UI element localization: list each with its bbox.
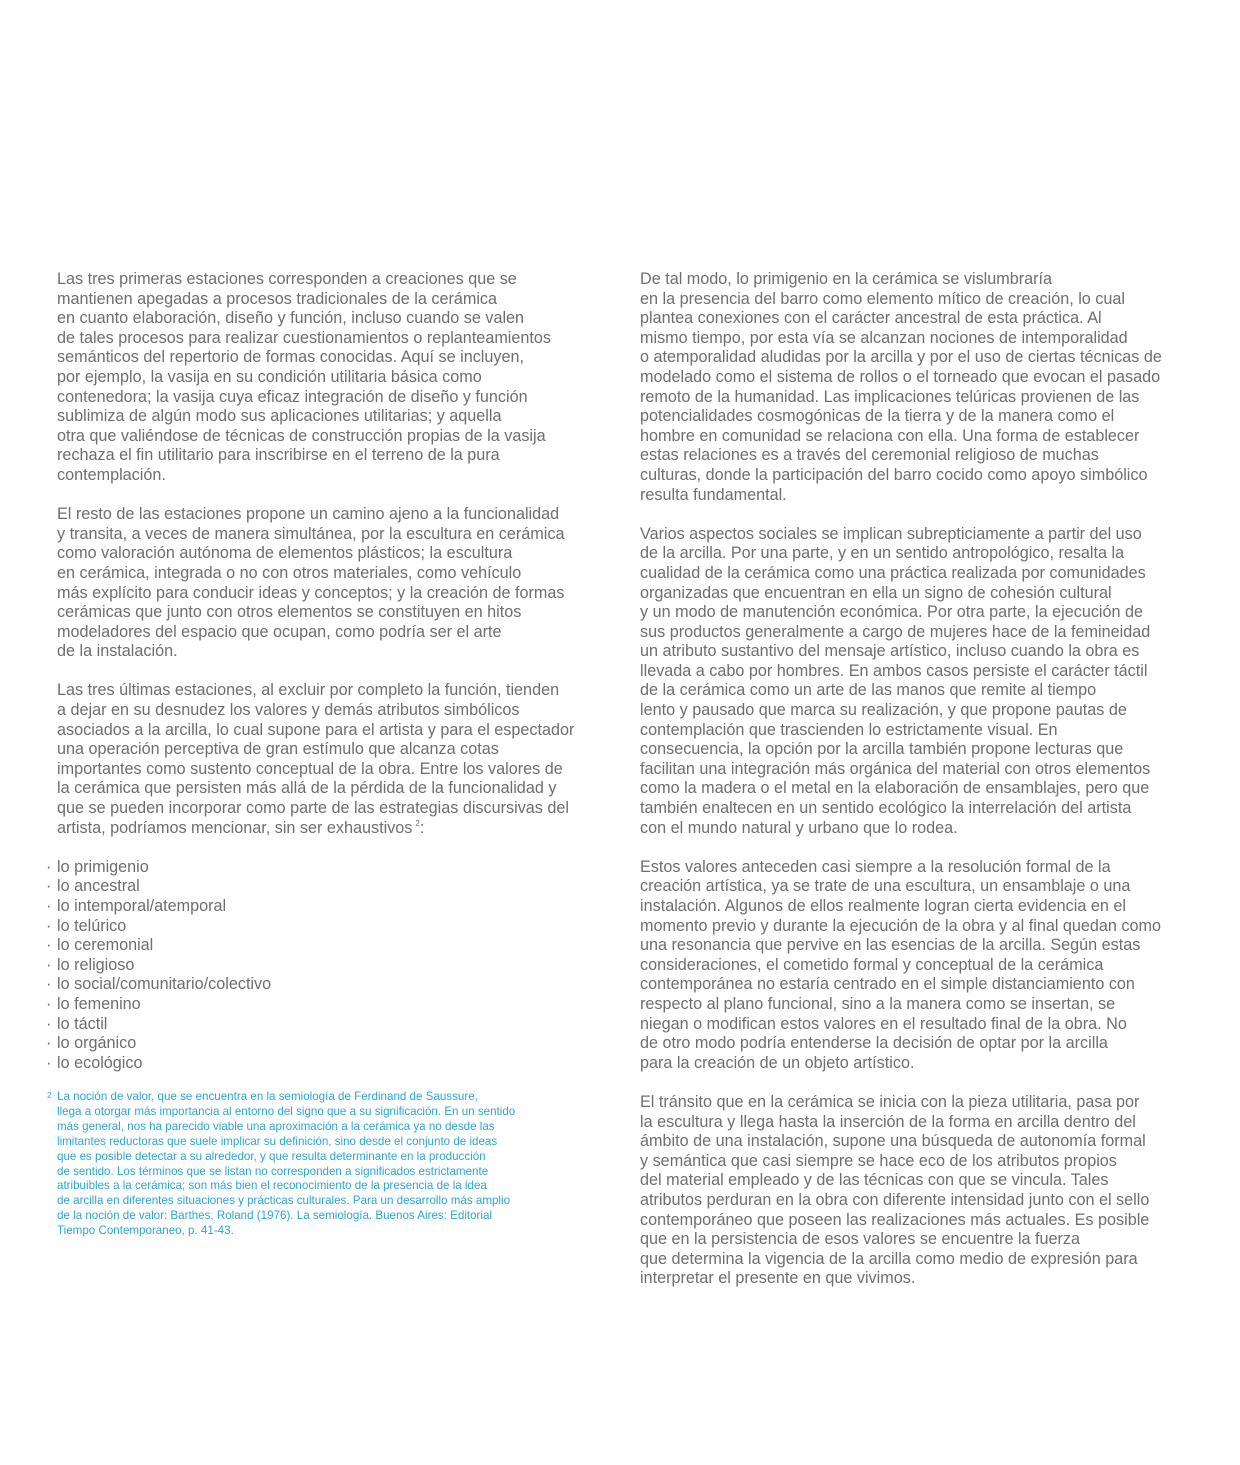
list-item-label: lo religioso	[57, 955, 135, 974]
list-item	[46, 858, 597, 878]
paragraph	[640, 858, 1190, 1074]
text-line: la escultura y llega hasta la inserción de la forma en arcilla dentro del	[640, 1112, 1136, 1131]
footnote-marker: 2	[47, 1091, 52, 1100]
text-line: contemporánea no estaría centrado en el simple distanciamiento con	[640, 975, 1135, 994]
text-line: Varios aspectos sociales se implican subrepticiamente a partir del uso	[640, 524, 1142, 543]
paragraph-end-punct: :	[419, 818, 425, 837]
bullet-icon: ·	[46, 916, 52, 935]
text-line: del material empleado y de las técnicas con que se vincula. Tales	[640, 1171, 1109, 1190]
list-item-label: lo ceremonial	[57, 936, 154, 955]
right-column	[640, 270, 1190, 1308]
footnote	[47, 1090, 607, 1239]
text-line: llevada a cabo por hombres. En ambos casos persiste el carácter táctil	[640, 661, 1148, 680]
text-line: facilitan una integración más orgánica del material con otros elementos	[640, 759, 1151, 778]
text-line: resulta fundamental.	[640, 485, 787, 504]
list-item	[46, 975, 597, 995]
footnote-first-line	[47, 1090, 607, 1105]
text-line: El tránsito que en la cerámica se inicia con la pieza utilitaria, pasa por	[640, 1092, 1140, 1111]
bullet-icon: ·	[46, 877, 52, 896]
text-line: también enaltecen en un sentido ecológico la interrelación del artista	[640, 799, 1132, 818]
text-line: de la noción de valor: Barthes, Roland (1976). La semiología. Buenos Aires: Editorial	[57, 1209, 493, 1223]
text-line: para la creación de un objeto artístico.	[640, 1053, 915, 1072]
paragraph-lines	[57, 681, 597, 818]
list-item	[46, 1034, 597, 1054]
text-line: por ejemplo, la vasija en su condición utilitaria básica como	[57, 367, 482, 386]
text-line: como la madera o el metal en la elaboración de ensamblajes, pero que	[640, 779, 1150, 798]
text-line: y un modo de manutención económica. Por otra parte, la ejecución de	[640, 603, 1144, 622]
text-line: momento previo y durante la ejecución de la obra y al final quedan como	[640, 916, 1162, 935]
text-line: de la arcilla. Por una parte, y en un sentido antropológico, resalta la	[640, 544, 1125, 563]
text-line: que determina la vigencia de la arcilla como medio de expresión para	[640, 1249, 1138, 1268]
text-line: la cerámica que persisten más allá de la pérdida de la funcionalidad y	[57, 779, 557, 798]
bullet-icon: ·	[46, 1014, 52, 1033]
text-line: una operación perceptiva de gran estímulo que alcanza cotas	[57, 740, 499, 759]
text-line: modelado como el sistema de rollos o el torneado que evocan el pasado	[640, 367, 1161, 386]
text-line: El resto de las estaciones propone un camino ajeno a la funcionalidad	[57, 505, 560, 524]
text-line: contemporáneo que poseen las realizaciones más actuales. Es posible	[640, 1210, 1150, 1229]
list-item	[46, 877, 597, 897]
list-item	[46, 956, 597, 976]
text-line: mantienen apegadas a procesos tradicionales de la cerámica	[57, 289, 498, 308]
text-line: estas relaciones es a través del ceremonial religioso de muchas	[640, 446, 1099, 465]
text-line: que es posible detectar a su alrededor, y que resulta determinante en la producción	[57, 1149, 486, 1163]
text-line: interpretar el presente en que vivimos.	[640, 1269, 916, 1288]
text-line: culturas, donde la participación del barro cocido como apoyo simbólico	[640, 465, 1148, 484]
text-line: cualidad de la cerámica como una práctica realizada por comunidades	[640, 563, 1146, 582]
text-line: Las tres primeras estaciones corresponden a creaciones que se	[57, 270, 517, 288]
text-line: semánticos del repertorio de formas conocidas. Aquí se incluyen,	[57, 348, 524, 367]
text-line: creación artística, ya se trate de una escultura, un ensamblaje o una	[640, 877, 1131, 896]
paragraph-line	[57, 819, 597, 839]
list-item-label: lo social/comunitario/colectivo	[57, 975, 272, 994]
list-item-label: lo ancestral	[57, 877, 140, 896]
paragraph	[640, 270, 1190, 505]
text-line: de otro modo podría entenderse la decisión de optar por la arcilla	[640, 1034, 1108, 1053]
text-line: llega a otorgar más importancia al entorno del signo que a su significación. En un sentido	[57, 1104, 516, 1118]
text-line: de la cerámica como un arte de las manos que remite al tiempo	[640, 681, 1097, 700]
text-line: un atributo sustantivo del mensaje artístico, incluso cuando la obra es	[640, 642, 1140, 661]
list-item	[46, 1015, 597, 1035]
text-line: De tal modo, lo primigenio en la cerámica se vislumbraría	[640, 270, 1053, 288]
bullet-icon: ·	[46, 1034, 52, 1053]
paragraph	[640, 1093, 1190, 1289]
text-line: de arcilla en diferentes situaciones y prácticas culturales. Para un desarrollo más amplio	[57, 1194, 511, 1208]
text-line: otra que valiéndose de técnicas de construcción propias de la vasija	[57, 426, 546, 445]
text-line: más general, nos ha parecido viable una aproximación a la cerámica ya no desde las	[57, 1119, 495, 1133]
text-line: niegan o modifican estos valores en el resultado final de la obra. No	[640, 1014, 1127, 1033]
text-line: mismo tiempo, por esta vía se alcanzan nociones de intemporalidad	[640, 328, 1128, 347]
text-line: ámbito de una instalación, supone una búsqueda de autonomía formal	[640, 1132, 1146, 1151]
list-item-label: lo intemporal/atemporal	[57, 897, 227, 915]
text-line: Estos valores anteceden casi siempre a la resolución formal de la	[640, 857, 1111, 876]
text-line: Las tres últimas estaciones, al excluir por completo la función, tienden	[57, 681, 560, 700]
text-line: rechaza el fin utilitario para inscribirse en el terreno de la pura	[57, 446, 500, 465]
paragraph	[57, 270, 597, 486]
list-item-label: lo primigenio	[57, 857, 149, 876]
text-line: y transita, a veces de manera simultánea, por la escultura en cerámica	[57, 524, 565, 543]
text-line: consecuencia, la opción por la arcilla también propone lecturas que	[640, 740, 1124, 759]
text-line: modeladores del espacio que ocupan, como podría ser el arte	[57, 622, 502, 641]
bullet-icon: ·	[46, 897, 52, 915]
paragraph-last-text: artista, podríamos mencionar, sin ser exhaustivos	[57, 818, 413, 837]
text-line: cerámicas que junto con otros elementos se constituyen en hitos	[57, 603, 522, 622]
text-line: potencialidades cosmogónicas de la tierra y de la manera como el	[640, 407, 1115, 426]
text-line: una resonancia que pervive en las esencias de la arcilla. Según estas	[640, 936, 1141, 955]
text-line: en cuanto elaboración, diseño y función, incluso cuando se valen	[57, 309, 525, 328]
text-line: en cerámica, integrada o no con otros materiales, como vehículo	[57, 563, 522, 582]
text-line: como valoración autónoma de elementos plásticos; la escultura	[57, 544, 513, 563]
text-line: respecto al plano funcional, sino a la manera como se insertan, se	[640, 994, 1116, 1013]
text-line: de la instalación.	[57, 642, 178, 661]
text-line: de tales procesos para realizar cuestionamientos o replanteamientos	[57, 328, 551, 347]
text-line: contenedora; la vasija cuya eficaz integración de diseño y función	[57, 387, 528, 406]
text-line: instalación. Algunos de ellos realmente logran cierta evidencia en el	[640, 897, 1126, 915]
bullet-icon: ·	[46, 936, 52, 955]
bullet-icon: ·	[46, 1053, 52, 1072]
paragraph	[57, 681, 597, 838]
text-line: Tiempo Contemporaneo, p. 41-43.	[57, 1224, 234, 1238]
left-column	[46, 270, 597, 1073]
text-line: lento y pausado que marca su realización, y que propone pautas de	[640, 701, 1127, 720]
text-line: consideraciones, el cometido formal y conceptual de la cerámica	[640, 955, 1104, 974]
list-item	[46, 917, 597, 937]
text-line: atributos perduran en la obra con diferente intensidad junto con el sello	[640, 1190, 1150, 1209]
text-line: organizadas que encuentran en ella un signo de cohesión cultural	[640, 583, 1112, 602]
paragraph	[57, 505, 597, 662]
text-line: y semántica que casi siempre se hace eco de los atributos propios	[640, 1151, 1117, 1170]
list-item	[46, 897, 597, 917]
text-line: remoto de la humanidad. Las implicaciones telúricas provienen de las	[640, 387, 1140, 406]
footnote-text: La noción de valor, que se encuentra en la semiología de Ferdinand de Saussure,	[57, 1090, 478, 1103]
list-item-label: lo femenino	[57, 994, 141, 1013]
bullet-icon: ·	[46, 975, 52, 994]
text-line: contemplación que trascienden lo estrictamente visual. En	[640, 720, 1058, 739]
paragraph	[640, 525, 1190, 839]
text-line: a dejar en su desnudez los valores y demás atributos simbólicos	[57, 701, 520, 720]
list-item-label: lo táctil	[57, 1014, 108, 1033]
footnote-lines	[47, 1105, 607, 1239]
text-line: hombre en comunidad se relaciona con ella. Una forma de establecer	[640, 426, 1140, 445]
list-item	[46, 936, 597, 956]
text-line: que se pueden incorporar como parte de las estrategias discursivas del	[57, 799, 569, 818]
bullet-icon: ·	[46, 994, 52, 1013]
text-line: en la presencia del barro como elemento mítico de creación, lo cual	[640, 289, 1125, 308]
text-line: de sentido. Los términos que se listan no corresponden a significados estrictamente	[57, 1164, 489, 1178]
list-item-label: lo ecológico	[57, 1053, 143, 1072]
text-line: o atemporalidad aludidas por la arcilla y por el uso de ciertas técnicas de	[640, 348, 1162, 367]
text-line: más explícito para conducir ideas y conceptos; y la creación de formas	[57, 583, 565, 602]
text-line: con el mundo natural y urbano que lo rodea.	[640, 818, 958, 837]
text-line: contemplación.	[57, 465, 166, 484]
text-line: atribuibles a la cerámica; son más bien el reconocimiento de la presencia de la idea	[57, 1179, 487, 1193]
text-line: plantea conexiones con el carácter ancestral de esta práctica. Al	[640, 309, 1102, 328]
text-line: limitantes reductoras que suele implicar su definición, sino desde el conjunto de ideas	[57, 1134, 498, 1148]
list-item-label: lo telúrico	[57, 916, 127, 935]
values-list	[46, 858, 597, 1074]
list-item	[46, 1054, 597, 1074]
text-line: sublimiza de algún modo sus aplicaciones utilitarias; y aquella	[57, 407, 502, 426]
text-line: que en la persistencia de esos valores se encuentre la fuerza	[640, 1230, 1081, 1249]
bullet-icon: ·	[46, 955, 52, 974]
list-item	[46, 995, 597, 1015]
footnote-reference: 2	[415, 819, 420, 829]
bullet-icon: ·	[46, 857, 52, 876]
text-line: sus productos generalmente a cargo de mujeres hace de la femineidad	[640, 622, 1151, 641]
text-line: importantes como sustento conceptual de la obra. Entre los valores de	[57, 759, 563, 778]
list-item-label: lo orgánico	[57, 1034, 137, 1053]
text-line: asociados a la arcilla, lo cual supone para el artista y para el espectador	[57, 720, 575, 739]
